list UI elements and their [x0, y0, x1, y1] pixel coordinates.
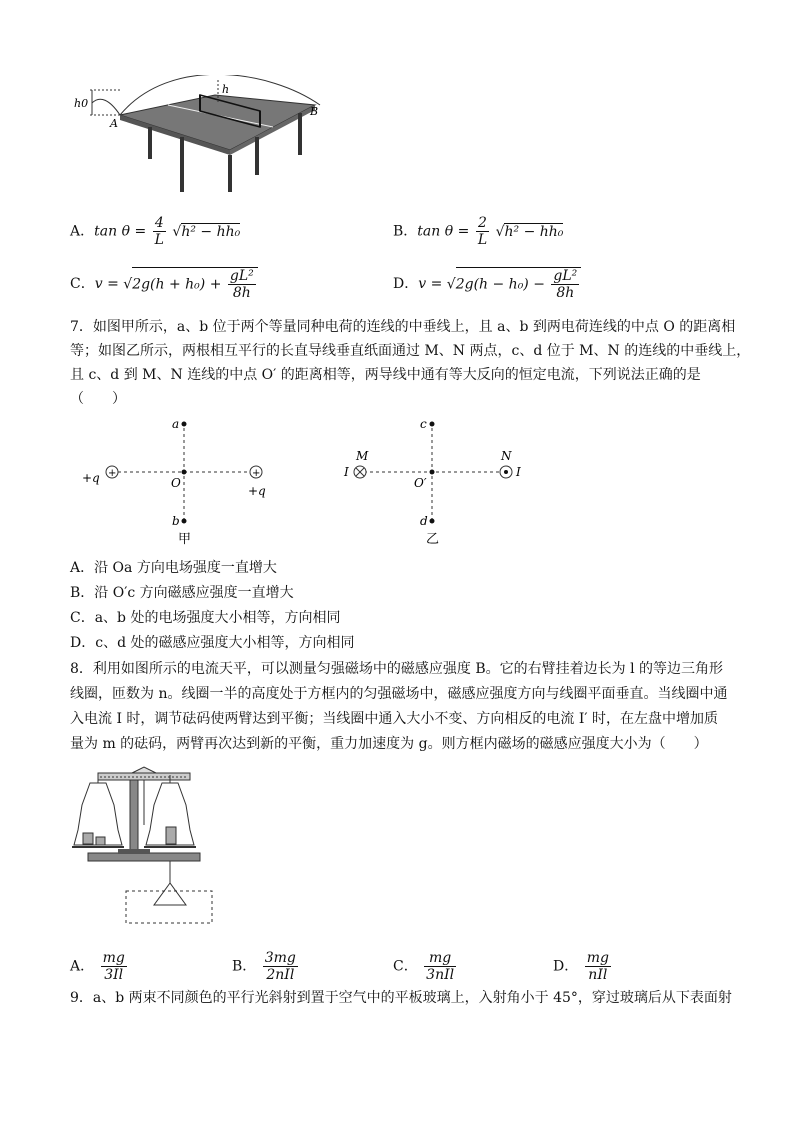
svg-text:+: + — [108, 468, 117, 479]
label-b: b — [172, 514, 180, 528]
label-h: h — [222, 83, 230, 96]
label-O-prime: O′ — [414, 476, 427, 490]
q6-option-b: B．tan θ = $\frac{2}{L}$ √h² − hh₀ — [393, 215, 564, 248]
q8-line-3: 入电流 I 时，调节砝码使两臂达到平衡；当线圈中通入大小不变、方向相反的电流 I′ 时，在左盘中增加质 — [70, 711, 719, 727]
q8-line-1: 8．利用如图所示的电流天平，可以测量匀强磁场中的磁感应强度 B。它的右臂挂着边长为 l 的等边三角形 — [70, 661, 724, 677]
caption-jia: 甲 — [178, 532, 192, 547]
figure-jia-charges — [80, 412, 280, 557]
q6-option-a: A．tan θ = $\frac{4}{L}$ √h² − hh₀ — [70, 215, 241, 248]
q7-line-3: 且 c、d 到 M、N 连线的中点 O′ 的距离相等，两导线中通有等大反向的恒定电流，下列说法正确的是 — [70, 367, 701, 383]
q8-option-b: B． $\frac{3mg}{\text{2nIl}}$ — [232, 950, 296, 983]
triangle-coil — [154, 883, 186, 905]
figure-yi-wires — [340, 412, 540, 557]
q7-line-1: 7．如图甲所示，a、b 位于两个等量同种电荷的连线的中垂线上，且 a、b 到两电荷连线的中点 O 的距离相 — [70, 319, 736, 335]
label-O: O — [171, 476, 181, 490]
q6-option-d: D．v = √2g(h − h₀) − $\frac{\text{gL²}}{8h}$ — [393, 267, 581, 301]
q7-line-2: 等；如图乙所示，两根相互平行的长直导线垂直纸面通过 M、N 两点，c、d 位于 M、N 的连线的中垂线上， — [70, 343, 751, 359]
q7-option-d: D．c、d 处的磁感应强度大小相等，方向相同 — [70, 635, 355, 651]
label-q-left: +q — [82, 471, 100, 485]
label-c: c — [420, 417, 427, 431]
label-M: M — [356, 449, 369, 463]
q6-option-c: C．v = √2g(h + h₀) + $\frac{\text{gL²}}{8h}$ — [70, 267, 258, 301]
q7-option-b: B．沿 O′c 方向磁感应强度一直增大 — [70, 585, 294, 601]
svg-text:+: + — [252, 468, 261, 479]
label-A: A — [110, 117, 118, 130]
label-d: d — [420, 514, 428, 528]
label-I-right: I — [516, 465, 521, 479]
label-q-right: +q — [248, 484, 266, 498]
q7-option-a: A．沿 Oa 方向电场强度一直增大 — [70, 560, 277, 576]
label-h0: h0 — [74, 97, 89, 110]
q8-line-2: 线圈，匝数为 n。线圈一半的高度处于方框内的匀强磁场中，磁感应强度方向与线圈平面垂直。当线圈中通 — [70, 686, 728, 702]
q8-option-c: C． $\frac{mg}{\text{3nIl}}$ — [393, 950, 455, 983]
current-balance-figure — [70, 765, 220, 930]
ping-pong-table-figure — [70, 75, 340, 200]
q7-option-c: C．a、b 处的电场强度大小相等，方向相同 — [70, 610, 341, 626]
caption-yi: 乙 — [426, 532, 440, 547]
q8-line-4: 量为 m 的砝码，两臂再次达到新的平衡，重力加速度为 g。则方框内磁场的磁感应强度大小为（ ） — [70, 736, 708, 752]
label-I-left: I — [344, 465, 349, 479]
q8-option-d: D． $\frac{mg}{\text{nIl}}$ — [553, 950, 609, 983]
q8-option-a: A． $\frac{mg}{3Il}$ — [70, 950, 125, 983]
label-B: B — [310, 105, 319, 118]
q7-line-4: （ ） — [70, 391, 126, 407]
label-N: N — [501, 449, 512, 463]
q9-line-1: 9．a、b 两束不同颜色的平行光斜射到置于空气中的平板玻璃上，入射角小于 45°，穿过玻璃后从下表面射 — [70, 990, 732, 1006]
label-a: a — [172, 417, 180, 431]
